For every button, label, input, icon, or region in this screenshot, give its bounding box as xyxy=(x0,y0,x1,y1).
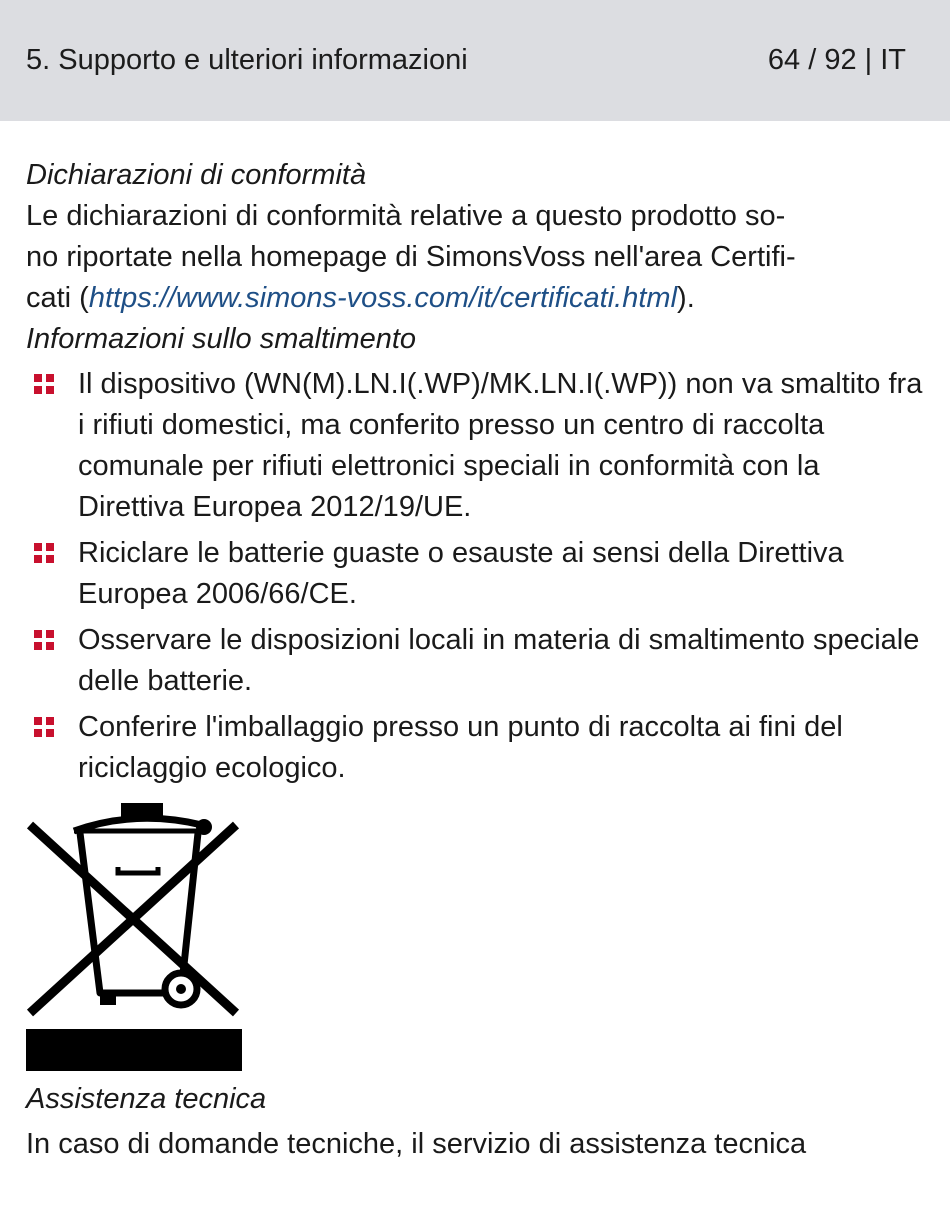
list-item-text: Osservare le disposizioni locali in materia di smaltimento speciale delle batterie. xyxy=(78,624,920,697)
list-item xyxy=(26,620,924,702)
certificates-link[interactable]: https://www.simons-voss.com/it/certificati.html xyxy=(88,282,678,314)
conformity-line-3-suffix: ). xyxy=(677,282,695,314)
weee-symbol xyxy=(26,803,924,1071)
conformity-line-3-prefix: cati ( xyxy=(26,282,89,314)
list-item xyxy=(26,533,924,615)
conformity-line-1: Le dichiarazioni di conformità relative a questo prodotto so- xyxy=(26,200,786,232)
list-item-text: Il dispositivo (WN(M).LN.I(.WP)/MK.LN.I(.WP)) non va smaltito fra i rifiuti domestici, ma conferito presso un centro di raccolta comunale per rifiuti elettronici speciali in conformità con la Direttiva Europea 2012/19/UE. xyxy=(78,368,923,523)
disposal-list xyxy=(26,364,924,789)
support-heading: Assistenza tecnica xyxy=(26,1083,267,1115)
bullet-squares-icon xyxy=(34,717,54,737)
list-item-text: Conferire l'imballaggio presso un punto di raccolta ai fini del riciclaggio ecologico. xyxy=(78,711,843,784)
list-item xyxy=(26,364,924,528)
conformity-heading: Dichiarazioni di conformità xyxy=(26,159,367,191)
support-text: In caso di domande tecniche, il servizio di assistenza tecnica xyxy=(26,1128,807,1160)
section-title: 5. Supporto e ulteriori informazioni xyxy=(26,44,468,76)
conformity-line-2: no riportate nella homepage di SimonsVoss nell'area Certifi- xyxy=(26,241,796,273)
weee-bar xyxy=(26,1029,242,1071)
list-item xyxy=(26,707,924,789)
bullet-squares-icon xyxy=(34,630,54,650)
page-header xyxy=(0,0,950,121)
bullet-squares-icon xyxy=(34,374,54,394)
bullet-squares-icon xyxy=(34,543,54,563)
weee-crossed-bin-icon xyxy=(26,803,246,1019)
list-item-text: Riciclare le batterie guaste o esauste ai sensi della Direttiva Europea 2006/66/CE. xyxy=(78,537,844,610)
disposal-heading: Informazioni sullo smaltimento xyxy=(26,323,417,355)
page-content xyxy=(0,155,950,1165)
page-number: 64 / 92 | IT xyxy=(767,44,906,76)
conformity-text xyxy=(26,196,924,319)
